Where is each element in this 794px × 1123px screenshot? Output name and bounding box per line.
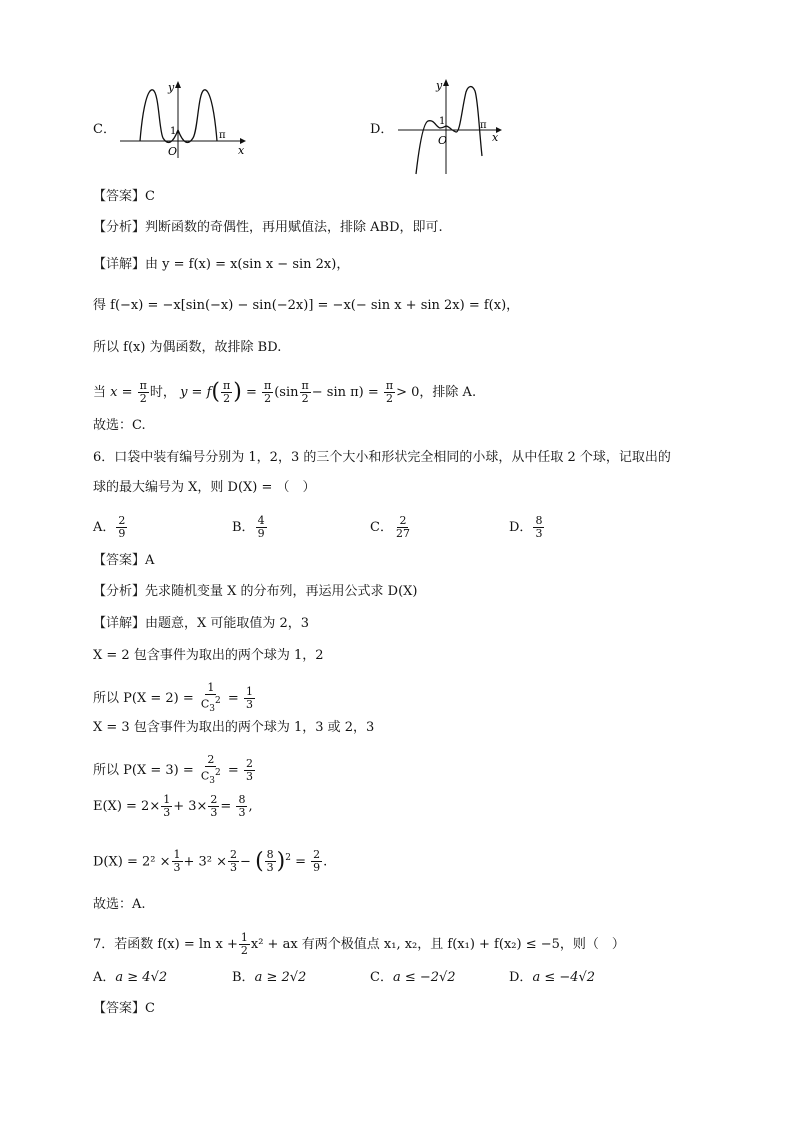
y-axis-label: y [168,81,175,94]
q6-option-b: B． $\frac{4}{9}$ [232,514,265,540]
option-d-label: D． [370,122,394,137]
q5-conclusion: 故选：C. [93,418,146,433]
q6-line-4: 所以 P(X = 3) = $\frac{2}{C_3^2}$ = $\frac{2}{3}$ [93,753,253,786]
detail-tag: 【详解】 [93,257,146,272]
detail-text: 由 y = f(x) = x(sin x − sin 2x)， [145,257,350,272]
q5-analysis [93,219,443,237]
q6-line-6: D(X) = 2² × $\frac{1}{3}$ + 3² × $\frac{2}{3}$ − ( $\frac{8}{3}$ )$^2$ = $\frac{2}{9}$ . [93,848,328,875]
q6-option-a: A． $\frac{2}{9}$ [93,514,126,540]
analysis-text: 判断函数的奇偶性，再用赋值法，排除 ABD，即可. [145,220,443,235]
fraction: $\frac{\pi}{2}$ [139,379,147,405]
origin-label: O [168,145,178,158]
option-c-label: C． [93,122,116,137]
tick-one: 1 [170,126,177,137]
answer-value: C [145,189,155,204]
q7-option-d: D．a ≤ −4√2 [509,970,596,985]
q6-stem-line-1: 6．口袋中装有编号分别为 1，2，3 的三个大小和形状完全相同的小球，从中任取 2 个球，记取出的 [93,450,671,465]
q6-line-2: 所以 P(X = 2) = $\frac{1}{C_3^2}$ = $\frac{1}{3}$ [93,681,253,714]
x-axis-label: x [492,131,499,144]
q7-option-c: C．a ≤ −2√2 [370,970,456,985]
q5-answer [93,188,155,206]
q6-line-1: X = 2 包含事件为取出的两个球为 1，2 [93,648,324,663]
q5-detail-line-3: 所以 f(x) 为偶函数，故排除 BD. [93,340,282,355]
q7-option-b: B．a ≥ 2√2 [232,970,307,985]
q5-detail-line-2: 得 f(−x) = −x[sin(−x) − sin(−2x)] = −x(− sin x + sin 2x) = f(x)， [93,298,520,313]
graph-d [396,78,506,178]
q7-option-a: A．a ≥ 4√2 [93,970,168,985]
q6-conclusion: 故选：A. [93,897,146,912]
q6-option-c: C． $\frac{2}{27}$ [370,514,410,540]
q7-stem: 7．若函数 f(x) = ln x + $\frac{1}{2}$ x² + ax 有两个极值点 x₁, x₂，且 f(x₁) + f(x₂) ≤ −5，则（ ） [93,931,625,957]
tick-pi: π [480,120,487,131]
origin-label: O [438,134,448,147]
tick-one: 1 [439,116,446,127]
q5-detail-line-4: 当 x = $\frac{\pi}{2}$ 时， y = f( $\frac{\pi}{2}$ ) = $\frac{\pi}{2}$ (sin $\frac{\pi}{2}$ − sin π) = $\frac{\pi}{2}$ > 0，排除 A. [93,379,477,405]
answer-tag: 【答案】 [93,189,146,204]
q6-analysis: 【分析】先求随机变量 X 的分布列，再运用公式求 D(X) [93,584,418,599]
q6-detail: 【详解】由题意，X 可能取值为 2，3 [93,616,310,631]
q6-line-3: X = 3 包含事件为取出的两个球为 1，3 或 2，3 [93,720,375,735]
x-axis-label: x [238,144,245,157]
q6-stem-line-2: 球的最大编号为 X，则 D(X) = （ ） [93,480,316,495]
q5-detail-line-1 [93,256,349,274]
q6-answer: 【答案】A [93,553,155,568]
graph-c [118,80,248,160]
analysis-tag: 【分析】 [93,220,146,235]
q7-answer: 【答案】C [93,1001,155,1016]
q6-line-5: E(X) = 2× $\frac{1}{3}$ + 3× $\frac{2}{3}$ = $\frac{8}{3}$ , [93,793,253,819]
y-axis-label: y [436,79,443,92]
q6-option-d: D． $\frac{8}{3}$ [509,514,543,540]
tick-pi: π [219,130,226,141]
